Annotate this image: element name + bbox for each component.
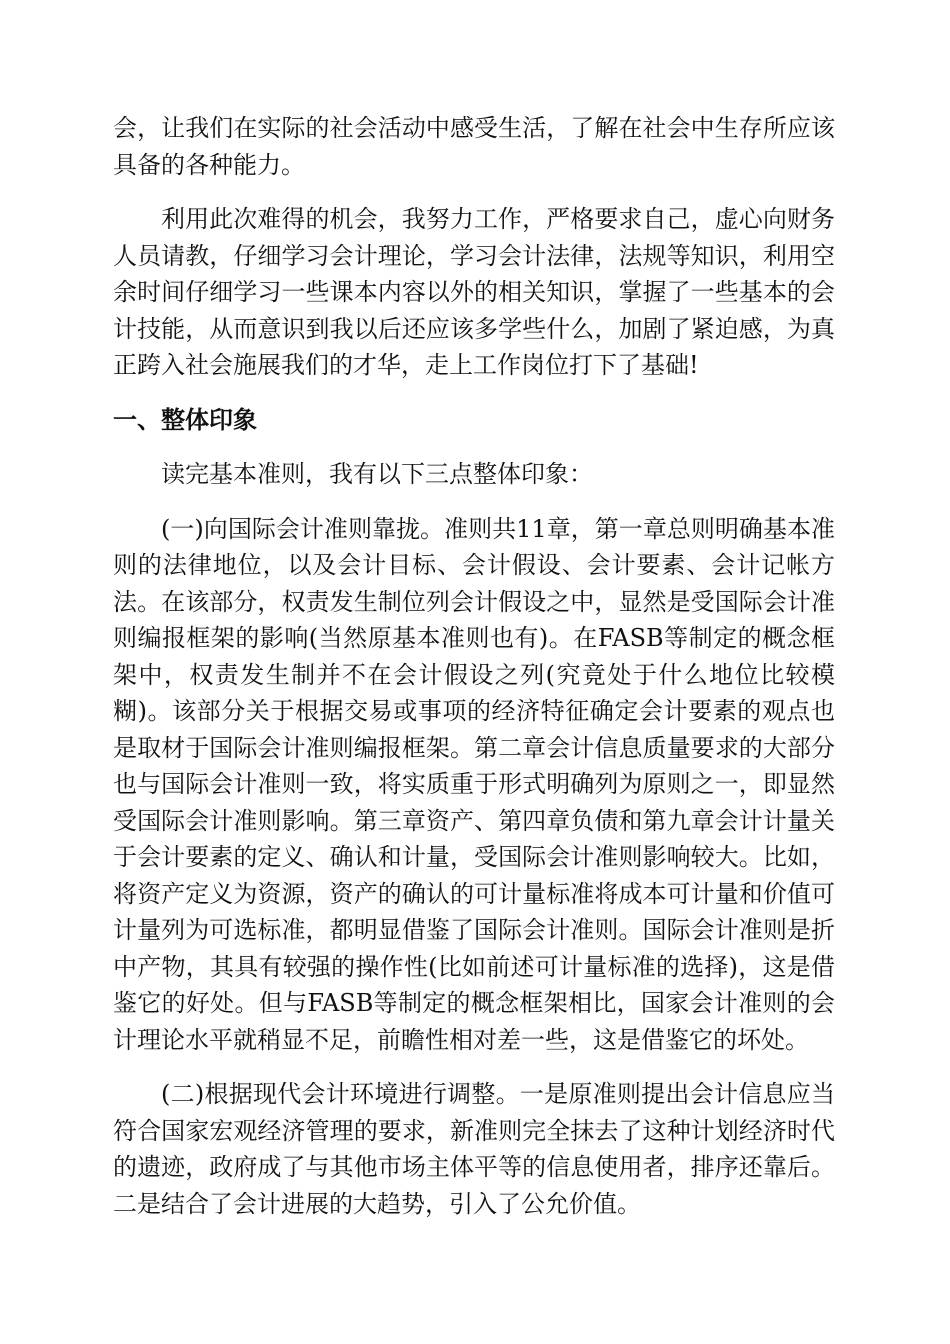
paragraph-point-one: (一)向国际会计准则靠拢。准则共11章，第一章总则明确基本准则的法律地位，以及会计目标、会计假设、会计要素、会计记帐方法。在该部分，权责发生制位列会计假设之中，显然是受国际会计准则编报框架的影响(当然原基本准则也有)。在FASB等制定的概念框架中，权责发生制并不在会计假设之列(究竟处于什么地位比较模糊)。该部分关于根据交易或事项的经济特征确定会计要素的观点也是取材于国际会计准则编报框架。第二章会计信息质量要求的大部分也与国际会计准则一致，将实质重于形式明确列为原则之一，即显然受国际会计准则影响。第三章资产、第四章负债和第九章会计计量关于会计要素的定义、确认和计量，受国际会计准则影响较大。比如，将资产定义为资源，资产的确认的可计量标准将成本可计量和价值可计量列为可选标准，都明显借鉴了国际会计准则。国际会计准则是折中产物，其具有较强的操作性(比如前述可计量标准的选择)，这是借鉴它的好处。但与FASB等制定的概念框架相比，国家会计准则的会计理论水平就稍显不足，前瞻性相对差一些，这是借鉴它的坏处。 [113, 514, 835, 1054]
paragraph-learning: 利用此次难得的机会，我努力工作，严格要求自己，虚心向财务人员请教，仔细学习会计理论，学习会计法律，法规等知识，利用空余时间仔细学习一些课本内容以外的相关知识，掌握了一些基本的会计技能，从而意识到我以后还应该多学些什么，加剧了紧迫感，为真正跨入社会施展我们的才华，走上工作岗位打下了基础! [113, 205, 835, 379]
paragraph-continuation: 会，让我们在实际的社会活动中感受生活，了解在社会中生存所应该具备的各种能力。 [113, 114, 835, 179]
paragraph-point-two: (二)根据现代会计环境进行调整。一是原准则提出会计信息应当符合国家宏观经济管理的要求，新准则完全抹去了这种计划经济时代的遗迹，政府成了与其他市场主体平等的信息使用者，排序还靠后。二是结合了会计进展的大趋势，引入了公允价值。 [113, 1080, 835, 1218]
document-page [113, 110, 835, 1240]
section-heading: 一、整体印象 [113, 405, 257, 434]
paragraph-intro: 读完基本准则，我有以下三点整体印象： [161, 460, 593, 488]
